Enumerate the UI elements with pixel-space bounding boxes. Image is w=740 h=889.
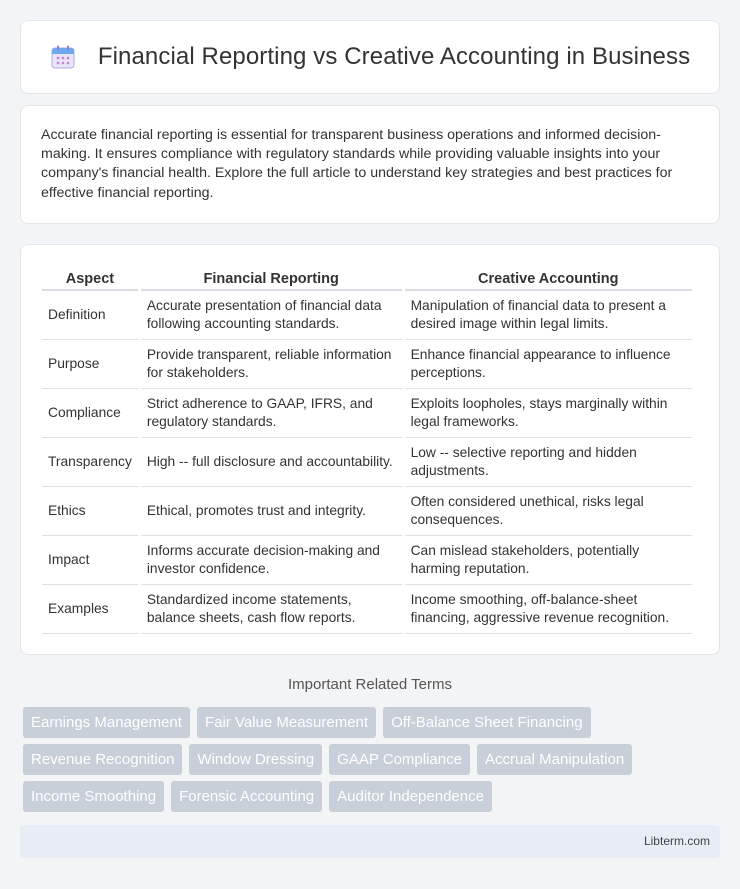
comparison-table: [39, 265, 695, 634]
tag-fair-value-measurement[interactable]: Fair Value Measurement: [197, 707, 376, 738]
financial-reporting-cell: Ethical, promotes trust and integrity.: [141, 487, 402, 536]
creative-accounting-cell: Can mislead stakeholders, potentially harming reputation.: [405, 536, 692, 585]
tag-forensic-accounting[interactable]: Forensic Accounting: [171, 781, 322, 812]
financial-reporting-cell: Standardized income statements, balance sheets, cash flow reports.: [141, 585, 402, 634]
aspect-cell: Ethics: [42, 487, 138, 536]
calendar-icon: [50, 44, 76, 70]
tag-row: [23, 781, 723, 812]
tag-income-smoothing[interactable]: Income Smoothing: [23, 781, 164, 812]
creative-accounting-cell: Enhance financial appearance to influence perceptions.: [405, 340, 692, 389]
intro-paragraph: Accurate financial reporting is essential for transparent business operations and informed decision-making. It ensures compliance with regulatory standards while providing valuable insights into your company's financial health. Explore the full article to understand key strategies and best practices for effective financial reporting.: [41, 127, 673, 201]
creative-accounting-cell: Exploits loopholes, stays marginally within legal frameworks.: [405, 389, 692, 438]
tag-accrual-manipulation[interactable]: Accrual Manipulation: [477, 744, 632, 775]
creative-accounting-cell: Low -- selective reporting and hidden adjustments.: [405, 438, 692, 487]
header-aspect: Aspect: [42, 265, 138, 291]
aspect-cell: Compliance: [42, 389, 138, 438]
table-row: [42, 438, 692, 487]
related-terms-list: [23, 707, 723, 818]
intro-card: [20, 105, 720, 224]
tag-gaap-compliance[interactable]: GAAP Compliance: [329, 744, 470, 775]
financial-reporting-cell: Provide transparent, reliable information for stakeholders.: [141, 340, 402, 389]
table-row: [42, 291, 692, 340]
aspect-cell: Impact: [42, 536, 138, 585]
tag-revenue-recognition[interactable]: Revenue Recognition: [23, 744, 182, 775]
financial-reporting-cell: Strict adherence to GAAP, IFRS, and regulatory standards.: [141, 389, 402, 438]
aspect-cell: Examples: [42, 585, 138, 634]
footer: [20, 825, 720, 858]
financial-reporting-cell: Accurate presentation of financial data following accounting standards.: [141, 291, 402, 340]
tag-off-balance-sheet-financing[interactable]: Off-Balance Sheet Financing: [383, 707, 591, 738]
financial-reporting-cell: High -- full disclosure and accountability.: [141, 438, 402, 487]
tag-earnings-management[interactable]: Earnings Management: [23, 707, 190, 738]
comparison-card: [20, 244, 720, 655]
tag-row: [23, 744, 723, 775]
table-row: [42, 340, 692, 389]
aspect-cell: Definition: [42, 291, 138, 340]
footer-site-link[interactable]: Libterm.com: [643, 834, 710, 848]
header-creative-accounting: Creative Accounting: [405, 265, 692, 291]
page-title: Financial Reporting vs Creative Accounting in Business: [97, 43, 691, 70]
header-financial-reporting: Financial Reporting: [141, 265, 402, 291]
financial-reporting-cell: Informs accurate decision-making and investor confidence.: [141, 536, 402, 585]
header-card: [20, 20, 720, 94]
table-row: [42, 536, 692, 585]
related-terms-heading: Important Related Terms: [288, 676, 452, 693]
aspect-cell: Purpose: [42, 340, 138, 389]
aspect-cell: Transparency: [42, 438, 138, 487]
tag-auditor-independence[interactable]: Auditor Independence: [329, 781, 492, 812]
tag-window-dressing[interactable]: Window Dressing: [189, 744, 322, 775]
creative-accounting-cell: Manipulation of financial data to present a desired image within legal limits.: [405, 291, 692, 340]
creative-accounting-cell: Often considered unethical, risks legal consequences.: [405, 487, 692, 536]
table-row: [42, 389, 692, 438]
table-row: [42, 585, 692, 634]
table-header-row: [42, 265, 692, 291]
creative-accounting-cell: Income smoothing, off-balance-sheet financing, aggressive revenue recognition.: [405, 585, 692, 634]
tag-row: [23, 707, 723, 738]
table-row: [42, 487, 692, 536]
